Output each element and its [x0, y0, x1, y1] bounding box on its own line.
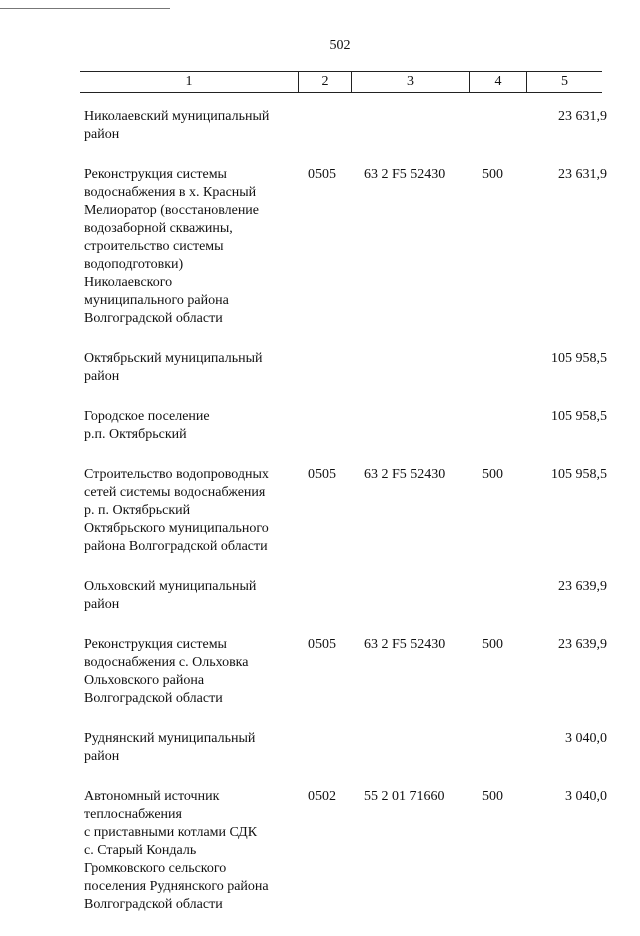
- header-col-1: 1: [80, 72, 299, 92]
- row-name-line: поселения Руднянского района: [84, 879, 269, 894]
- row-type: [482, 350, 532, 386]
- row-amount: 3 040,0: [565, 789, 607, 804]
- row-name-line: водоснабжения с. Ольховка: [84, 655, 249, 670]
- row-name-line: Октябрьский муниципальный: [84, 351, 263, 366]
- row-amount: 3 040,0: [565, 731, 607, 746]
- row-section: [306, 578, 364, 614]
- table-row: [80, 466, 607, 556]
- row-name-line: Городское поселение: [84, 409, 210, 424]
- row-name-line: р. п. Октябрьский: [84, 503, 191, 518]
- row-amount: 23 639,9: [558, 637, 607, 652]
- row-amount: 105 958,5: [551, 409, 607, 424]
- row-name-line: Строительство водопроводных: [84, 467, 269, 482]
- row-name: [80, 730, 306, 766]
- row-code: 63 2 F5 52430: [364, 467, 446, 482]
- row-name-line: Реконструкция системы: [84, 167, 227, 182]
- row-name-line: Реконструкция системы: [84, 637, 227, 652]
- row-section: [306, 408, 364, 444]
- table-row: [80, 408, 607, 444]
- row-name-line: Ольховского района: [84, 673, 205, 688]
- row-code: 63 2 F5 52430: [364, 167, 446, 182]
- row-name-line: водоподготовки): [84, 257, 184, 272]
- row-code: [364, 730, 482, 766]
- table-row: [80, 788, 607, 914]
- row-type: 500: [482, 167, 503, 182]
- table-row: [80, 636, 607, 708]
- row-name: [80, 578, 306, 614]
- header-col-5: 5: [561, 74, 568, 89]
- row-name: [80, 636, 306, 708]
- row-name-line: Волгоградской области: [84, 897, 223, 912]
- row-name: [80, 466, 306, 556]
- row-code: [364, 350, 482, 386]
- table-row: [80, 166, 607, 328]
- page-number: 502: [329, 38, 351, 53]
- row-section: [306, 108, 364, 144]
- table-row: [80, 108, 607, 144]
- row-code: [364, 108, 482, 144]
- row-name-line: район: [84, 749, 120, 764]
- row-name: [80, 166, 306, 328]
- row-name: [80, 108, 306, 144]
- row-name: [80, 408, 306, 444]
- row-name-line: Николаевский муниципальный: [84, 109, 270, 124]
- row-amount: 23 631,9: [558, 109, 607, 124]
- row-section: [306, 730, 364, 766]
- table-row: [80, 578, 607, 614]
- row-name-line: Автономный источник: [84, 789, 220, 804]
- row-name-line: район: [84, 369, 120, 384]
- row-type: 500: [482, 467, 503, 482]
- row-type: 500: [482, 637, 503, 652]
- row-name-line: Руднянский муниципальный: [84, 731, 256, 746]
- row-section: 0505: [308, 637, 336, 652]
- row-section: 0505: [308, 167, 336, 182]
- scan-edge-line: [0, 8, 170, 9]
- table-row: [80, 730, 607, 766]
- table-header: [80, 71, 602, 93]
- row-section: 0502: [308, 789, 336, 804]
- row-name-line: района Волгоградской области: [84, 539, 268, 554]
- row-type: [482, 578, 532, 614]
- row-code: 55 2 01 71660: [364, 789, 445, 804]
- row-name-line: Волгоградской области: [84, 691, 223, 706]
- row-name-line: район: [84, 597, 120, 612]
- row-type: 500: [482, 789, 503, 804]
- header-col-2: 2: [299, 72, 352, 92]
- row-amount: 23 631,9: [558, 167, 607, 182]
- row-name-line: с приставными котлами СДК: [84, 825, 258, 840]
- row-code: [364, 578, 482, 614]
- row-section: [306, 350, 364, 386]
- row-name-line: Громковского сельского: [84, 861, 227, 876]
- row-name-line: водозаборной скважины,: [84, 221, 233, 236]
- row-type: [482, 730, 532, 766]
- row-name-line: Октябрьского муниципального: [84, 521, 269, 536]
- row-name-line: муниципального района: [84, 293, 229, 308]
- row-name-line: теплоснабжения: [84, 807, 182, 822]
- row-amount: 105 958,5: [551, 467, 607, 482]
- row-name-line: с. Старый Кондаль: [84, 843, 197, 858]
- row-section: 0505: [308, 467, 336, 482]
- row-amount: 23 639,9: [558, 579, 607, 594]
- row-name: [80, 350, 306, 386]
- row-name-line: Волгоградской области: [84, 311, 223, 326]
- row-name-line: Мелиоратор (восстановление: [84, 203, 260, 218]
- row-name-line: Ольховский муниципальный: [84, 579, 257, 594]
- table-row: [80, 350, 607, 386]
- row-name-line: Николаевского: [84, 275, 173, 290]
- row-name-line: район: [84, 127, 120, 142]
- row-code: [364, 408, 482, 444]
- header-col-4: 4: [470, 72, 527, 92]
- header-col-3: 3: [352, 72, 470, 92]
- budget-table-body: [80, 108, 607, 936]
- row-name-line: сетей системы водоснабжения: [84, 485, 266, 500]
- row-code: 63 2 F5 52430: [364, 637, 446, 652]
- row-type: [482, 108, 532, 144]
- row-amount: 105 958,5: [551, 351, 607, 366]
- row-name: [80, 788, 306, 914]
- row-name-line: строительство системы: [84, 239, 224, 254]
- row-name-line: водоснабжения в х. Красный: [84, 185, 257, 200]
- row-type: [482, 408, 532, 444]
- row-name-line: р.п. Октябрьский: [84, 427, 187, 442]
